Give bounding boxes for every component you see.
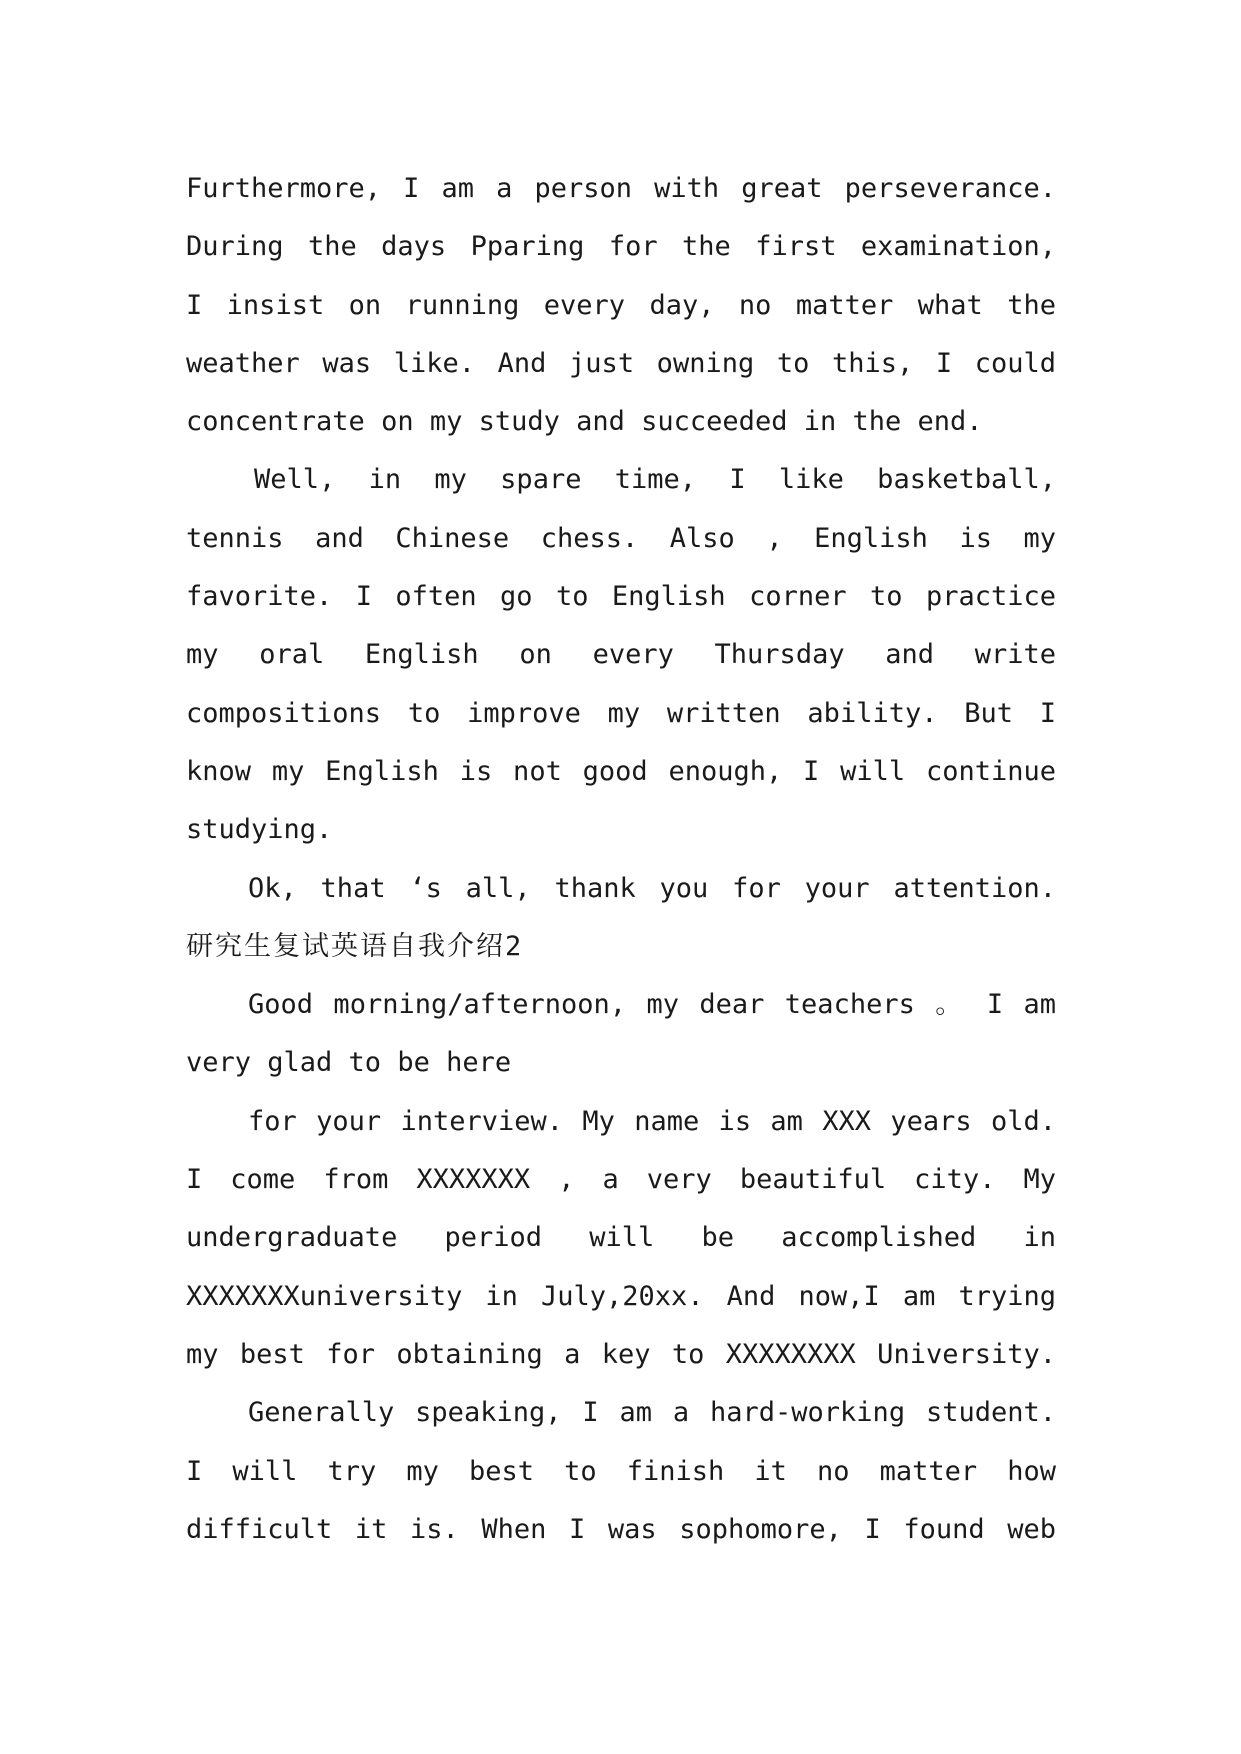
text-line: studying.: [186, 814, 333, 846]
text-line: my best for obtaining a key to XXXXXXXX University.: [186, 1338, 1056, 1370]
section-heading: 研究生复试英语自我介绍2: [186, 930, 524, 962]
text-line: I come from XXXXXXX , a very beautiful city. My: [186, 1164, 1056, 1196]
text-line: I will try my best to finish it no matter how: [186, 1455, 1056, 1487]
text-line: compositions to improve my written ability. But I: [186, 697, 1056, 729]
text-line: During the days Pparing for the first examination,: [186, 231, 1056, 263]
text-line: favorite. I often go to English corner to practice: [186, 581, 1056, 613]
text-line: Generally speaking, I am a hard-working student.: [248, 1397, 1056, 1429]
text-line: undergraduate period will be accomplished in: [186, 1222, 1056, 1254]
text-line: I insist on running every day, no matter what the: [186, 289, 1056, 321]
text-line: my oral English on every Thursday and write: [186, 639, 1056, 671]
text-line: concentrate on my study and succeeded in the end.: [186, 406, 983, 438]
text-line: Furthermore, I am a person with great perseverance.: [186, 173, 1056, 204]
text-line: XXXXXXXuniversity in July,20xx. And now,I am trying: [186, 1280, 1056, 1312]
text-line: weather was like. And just owning to this, I could: [186, 347, 1056, 379]
text-line: know my English is not good enough, I will continue: [186, 755, 1056, 787]
document-page: [186, 160, 1056, 1559]
text-line: Ok, that ‘s all, thank you for your attention.: [248, 872, 1056, 904]
text-line: Well, in my spare time, I like basketball,: [254, 464, 1056, 496]
text-line: very glad to be here: [186, 1047, 512, 1079]
text-line: for your interview. My name is am XXX years old.: [248, 1105, 1056, 1137]
text-line: tennis and Chinese chess. Also , English is my: [186, 522, 1056, 554]
text-line: difficult it is. When I was sophomore, I found web: [186, 1513, 1056, 1545]
text-line: Good morning/afternoon, my dear teachers 。 I am: [248, 989, 1056, 1021]
